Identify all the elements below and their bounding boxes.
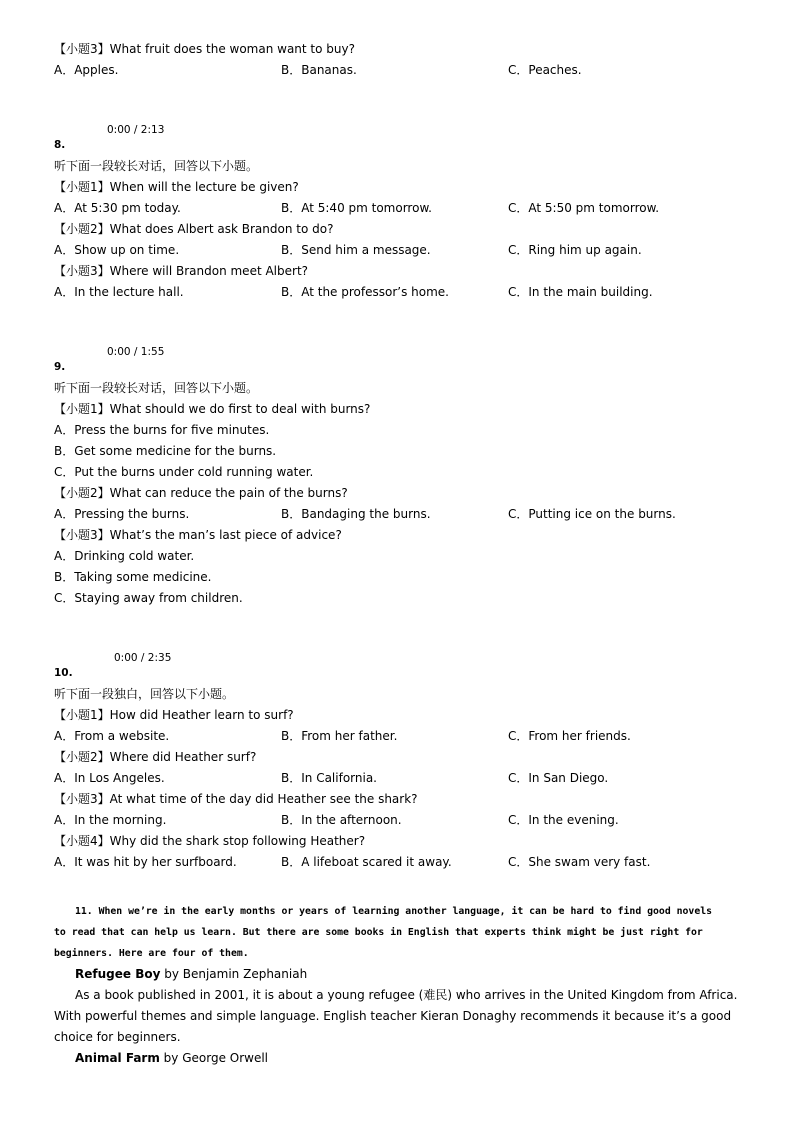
book-1-heading: [75, 966, 307, 982]
q10-sub2-option-c: C．In San Diego.: [508, 771, 609, 785]
audio-player-q10[interactable]: 0:00 / 2:35: [114, 652, 172, 664]
q9-sub3-option-c: C．Staying away from children.: [54, 591, 243, 605]
q8-sub2-option-c: C．Ring him up again.: [508, 243, 642, 257]
question-9-number: 9.: [54, 361, 66, 373]
book-2-title: Animal Farm: [75, 1051, 160, 1065]
q7-sub3-option-b: B．Bananas.: [281, 63, 357, 77]
question-9-instruction: 听下面一段较长对话，回答以下小题。: [54, 381, 259, 395]
q10-sub1-option-c: C．From her friends.: [508, 729, 631, 743]
q9-sub1-option-a: A．Press the burns for five minutes.: [54, 423, 270, 437]
q10-sub2-option-a: A．In Los Angeles.: [54, 771, 165, 785]
q10-sub1-option-b: B．From her father.: [281, 729, 398, 743]
q7-sub3-option-a: A．Apples.: [54, 63, 119, 77]
q8-sub3-option-c: C．In the main building.: [508, 285, 653, 299]
q8-sub3-option-a: A．In the lecture hall.: [54, 285, 184, 299]
q10-sub4-option-b: B．A lifeboat scared it away.: [281, 855, 452, 869]
q10-sub1-option-a: A．From a website.: [54, 729, 170, 743]
q10-sub4-option-c: C．She swam very fast.: [508, 855, 651, 869]
audio-player-q9[interactable]: 0:00 / 1:55: [107, 346, 165, 358]
question-8-sub3: 【小题3】Where will Brandon meet Albert?: [54, 264, 309, 278]
q9-sub2-option-a: A．Pressing the burns.: [54, 507, 190, 521]
question-10-number: 10.: [54, 667, 73, 679]
q10-sub3-option-a: A．In the morning.: [54, 813, 167, 827]
book-1-description-block: [54, 985, 744, 1048]
q11-intro-line-2: to read that can help us learn. But there are some books in English that experts think might be just right for: [54, 927, 703, 938]
question-7-sub3: 【小题3】What fruit does the woman want to buy?: [54, 42, 355, 56]
q10-sub3-option-c: C．In the evening.: [508, 813, 619, 827]
book-1-author: by Benjamin Zephaniah: [160, 967, 308, 981]
question-10-sub4: 【小题4】Why did the shark stop following Heather?: [54, 834, 366, 848]
q10-sub3-option-b: B．In the afternoon.: [281, 813, 402, 827]
q9-sub3-option-a: A．Drinking cold water.: [54, 549, 195, 563]
question-9-sub2: 【小题2】What can reduce the pain of the burns?: [54, 486, 348, 500]
question-9-sub1: 【小题1】What should we do first to deal with burns?: [54, 402, 371, 416]
question-10-instruction: 听下面一段独白，回答以下小题。: [54, 687, 235, 701]
q8-sub2-option-a: A．Show up on time.: [54, 243, 180, 257]
q7-sub3-option-c: C．Peaches.: [508, 63, 582, 77]
book-2-author: by George Orwell: [159, 1051, 269, 1065]
q9-sub3-option-b: B．Taking some medicine.: [54, 570, 212, 584]
question-8-sub2: 【小题2】What does Albert ask Brandon to do?: [54, 222, 334, 236]
q8-sub3-option-b: B．At the professor’s home.: [281, 285, 449, 299]
question-8-instruction: 听下面一段较长对话，回答以下小题。: [54, 159, 259, 173]
q8-sub1-option-b: B．At 5:40 pm tomorrow.: [281, 201, 432, 215]
q10-sub2-option-b: B．In California.: [281, 771, 377, 785]
q8-sub2-option-b: B．Send him a message.: [281, 243, 431, 257]
question-8-sub1: 【小题1】When will the lecture be given?: [54, 180, 299, 194]
audio-player-q8[interactable]: 0:00 / 2:13: [107, 124, 165, 136]
book-1-title: Refugee Boy: [75, 967, 161, 981]
q8-sub1-option-c: C．At 5:50 pm tomorrow.: [508, 201, 660, 215]
question-10-sub2: 【小题2】Where did Heather surf?: [54, 750, 257, 764]
q10-sub4-option-a: A．It was hit by her surfboard.: [54, 855, 237, 869]
q9-sub2-option-c: C．Putting ice on the burns.: [508, 507, 676, 521]
q9-sub1-option-c: C．Put the burns under cold running water.: [54, 465, 314, 479]
q9-sub1-option-b: B．Get some medicine for the burns.: [54, 444, 277, 458]
question-10-sub3: 【小题3】At what time of the day did Heather see the shark?: [54, 792, 418, 806]
q11-intro-line-1: 11. When we’re in the early months or years of learning another language, it can be hard to find good novels: [75, 906, 713, 917]
question-10-sub1: 【小题1】How did Heather learn to surf?: [54, 708, 294, 722]
q11-intro-line-3: beginners. Here are four of them.: [54, 948, 249, 959]
book-1-description: As a book published in 2001, it is about a young refugee (难民) who arrives in the United Kingdom from Africa. With powerful themes and simple language. English teacher Kieran Donaghy recommends it because it’s a good choice for beginners.: [54, 988, 738, 1044]
question-8-number: 8.: [54, 139, 66, 151]
q9-sub2-option-b: B．Bandaging the burns.: [281, 507, 431, 521]
question-9-sub3: 【小题3】What’s the man’s last piece of advice?: [54, 528, 342, 542]
q8-sub1-option-a: A．At 5:30 pm today.: [54, 201, 181, 215]
book-2-heading: [75, 1050, 268, 1066]
